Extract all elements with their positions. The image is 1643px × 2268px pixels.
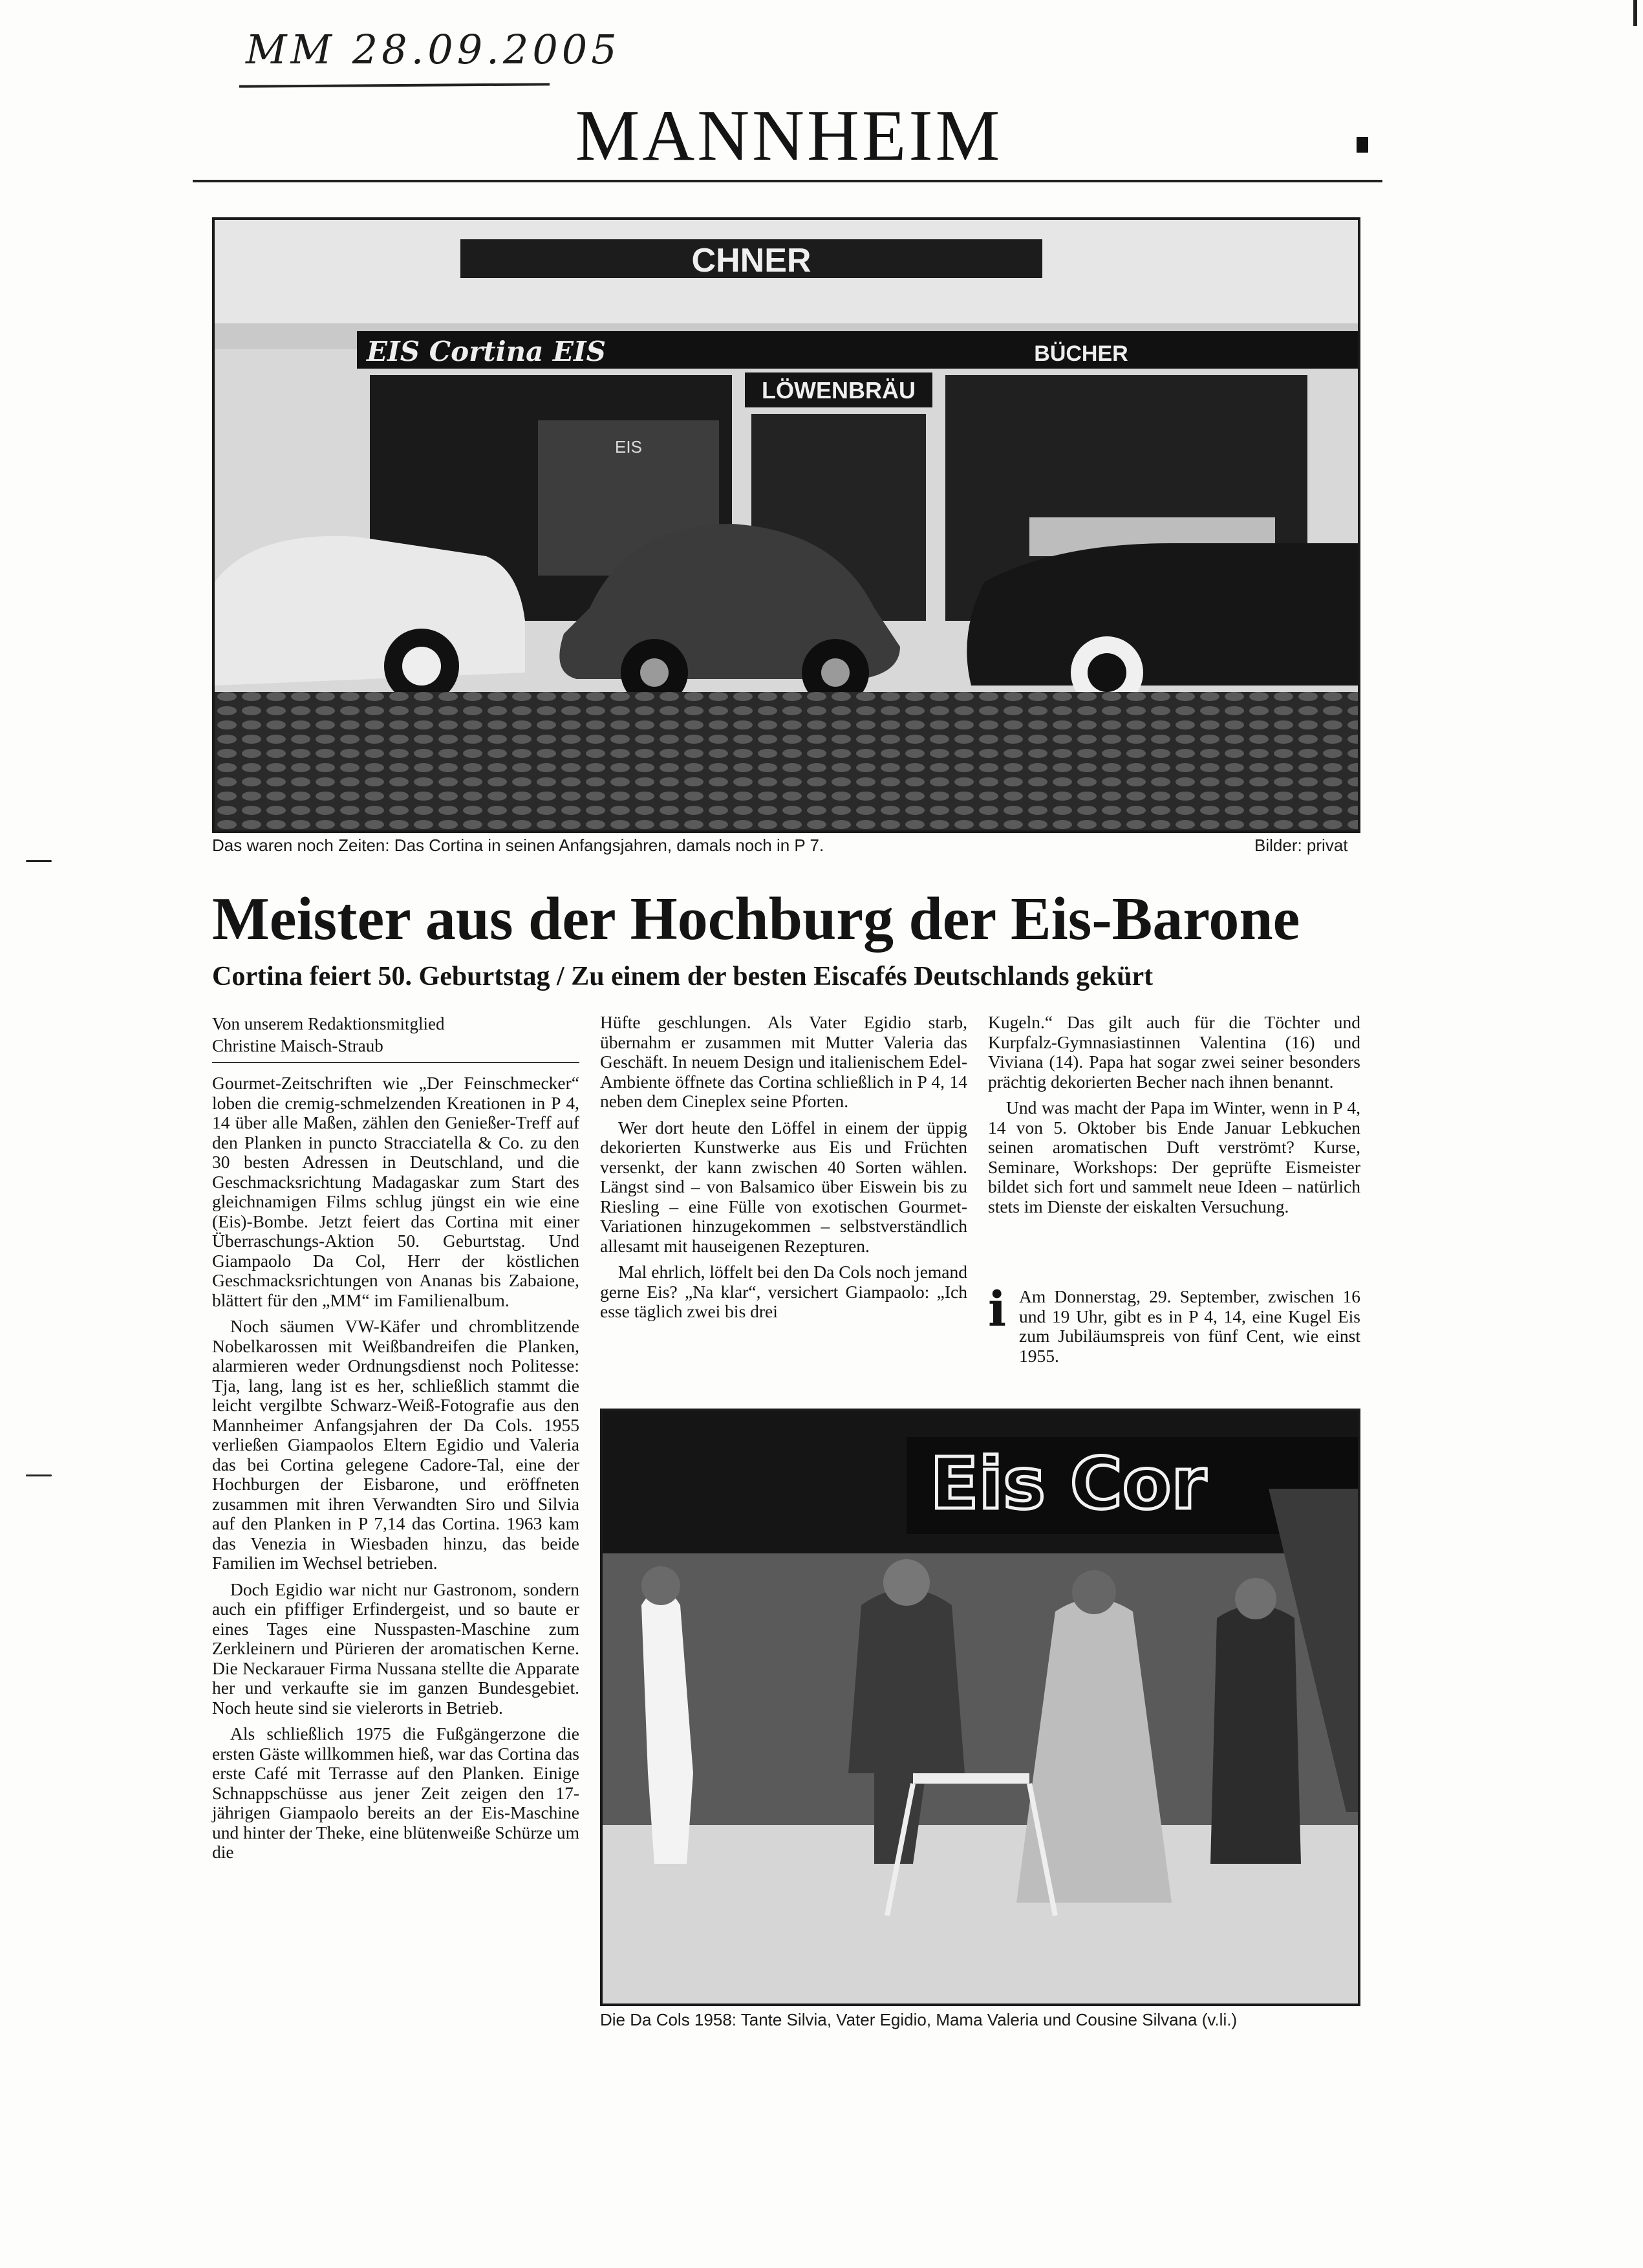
- info-text: Am Donnerstag, 29. September, zwischen 16 und 19 Uhr, gibt es in P 4, 14, eine Kugel Eis zum Jubiläumspreis von fünf Cent, wie einst 1955.: [1019, 1286, 1360, 1366]
- paragraph: Mal ehrlich, löffelt bei den Da Cols noch jemand gerne Eis? „Na klar“, versichert Giampaolo: „Ich esse täglich zwei bis drei: [600, 1262, 967, 1321]
- section-rule: [193, 180, 1382, 182]
- article-column-1: [212, 1074, 579, 1869]
- byline: Von unserem Redaktionsmitglied Christine Maisch-Straub: [212, 1014, 445, 1055]
- paragraph: Noch säumen VW-Käfer und chromblitzende Nobelkarossen mit Weißbandreifen die Planken, alarmieren weder Ordnungsdienst noch Politesse: Tja, lang, lang ist es her, schließlich stammt die leicht vergilbte Schwarz-Weiß-Fotografie aus den Mannheimer Anfangsjahren der Da Cols. 1955 verließen Giampaolos Eltern Egidio und Valeria das bei Cortina gelegene Cadore-Tal, eine der Hochburgen der Eisbarone, und eröffneten zusammen mit ihren Verwandten Siro und Silvia auf den Planken in P 7,14 das Cortina. 1963 kam das Venezia in Wiesbaden hinzu, das beide Familien im Wechsel betrieben.: [212, 1316, 579, 1573]
- article-column-3: [988, 1013, 1360, 1223]
- paragraph: Hüfte geschlungen. Als Vater Egidio starb, übernahm er zusammen mit Mutter Valeria das Geschäft. In neuem Design und italienischem Edel-Ambiente öffnete das Cortina schließlich in P 4, 14 neben dem Cineplex seine Pforten.: [600, 1012, 967, 1111]
- top-photo: [212, 217, 1360, 833]
- paragraph: Wer dort heute den Löffel in einem der üppig dekorierten Kunstwerke aus Eis und Früchten versenkt, der kann zwischen 40 Sorten wählen. Längst sind – von Balsamico über Eiswein bis zu Riesling – eine Fülle von exotischen Gourmet-Variationen hinzugekommen – selbstverständlich allesamt mit hauseigenen Rezepturen.: [600, 1117, 967, 1256]
- loewenbraeu-sign: LÖWENBRÄU: [762, 377, 916, 404]
- scan-edge-mark: [1633, 0, 1637, 26]
- buecher-sign: BÜCHER: [1034, 341, 1128, 366]
- info-icon: i: [988, 1282, 1007, 1337]
- scan-hole-mark: [26, 860, 52, 862]
- top-photo-caption: Das waren noch Zeiten: Das Cortina in seinen Anfangsjahren, damals noch in P 7.: [212, 836, 824, 855]
- section-marker: [1357, 137, 1368, 153]
- window-eis-sign: EIS: [615, 437, 642, 457]
- byline-rule: [212, 1062, 579, 1063]
- eis-cortina-sign: EIS Cortina EIS: [367, 336, 606, 367]
- top-photo-illustration: [215, 220, 1358, 830]
- paragraph: Gourmet-Zeitschriften wie „Der Feinschmecker“ loben die cremig-schmelzenden Kreationen in P 4, 14 über alle Maßen, zählen den Genießer-Treff auf den Planken in puncto Stracciatella & Co. zu den 30 besten Adressen in Deutschland, und die Geschmacksrichtung Madagaskar zum Start des gleichnamigen Films schlug jüngst ein wie eine (Eis)-Bombe. Jetzt feiert das Cortina mit einer Überraschungs-Aktion 50. Geburtstag. Und Giampaolo Da Col, Herr der köstlichen Geschmacksrichtungen von Ananas bis Zabaione, blättert für den „MM“ im Familienalbum.: [212, 1073, 579, 1310]
- bottom-photo-caption: Die Da Cols 1958: Tante Silvia, Vater Egidio, Mama Valeria und Cousine Silvana (v.li.): [600, 2010, 1238, 2029]
- bottom-photo: [600, 1409, 1360, 2006]
- article-headline: Meister aus der Hochburg der Eis-Barone: [212, 885, 1300, 953]
- paragraph: Und was macht der Papa im Winter, wenn in P 4, 14 von 5. Oktober bis Ende Januar Lebkuchen seinen aromatischen Duft verströmt? Kurse, Seminare, Workshops: Der geprüfte Eismeister bildet sich fort und sammelt neue Ideen – natürlich stets im Dienste der eiskalten Versuchung.: [988, 1097, 1360, 1216]
- photo-credit: Bilder: privat: [1254, 836, 1348, 855]
- paragraph: Doch Egidio war nicht nur Gastronom, sondern auch ein pfiffiger Erfindergeist, und so baute er eines Tages eine Nusspasten-Maschine zum Zerkleinern und Pürieren der aromatischen Kerne. Die Neckarauer Firma Nussana stellte die Apparate her und verkaufte sie im ganzen Bundesgebiet. Noch heute sind sie vielerorts in Betrieb.: [212, 1579, 579, 1718]
- paragraph: Kugeln.“ Das gilt auch für die Töchter und Kurpfalz-Gymnasiastinnen Valentina (16) und Viviana (14). Papa hat sogar zwei seiner besonders prächtig dekorierten Becher nach ihnen benannt.: [988, 1012, 1360, 1092]
- storefront-top-sign: CHNER: [691, 242, 811, 279]
- paragraph: Als schließlich 1975 die Fußgängerzone die ersten Gäste willkommen hieß, war das Cortina das erste Café mit Terrasse auf den Planken. Einige Schnappschüsse aus jener Zeit zeigen den 17-jährigen Giampaolo bereits an der Eis-Maschine und hinter der Theke, eine blütenweiße Schürze um die: [212, 1723, 579, 1862]
- section-title: MANNHEIM: [575, 96, 1003, 176]
- handwritten-date-note: MM 28.09.2005: [246, 26, 621, 73]
- article-subheadline: Cortina feiert 50. Geburtstag / Zu einem der besten Eiscafés Deutschlands gekürt: [212, 962, 1154, 991]
- eis-cortina-neon-sign: Eis Cor: [930, 1442, 1207, 1525]
- scan-hole-mark: [26, 1474, 52, 1476]
- article-column-2: [600, 1013, 967, 1328]
- bottom-photo-illustration: [603, 1411, 1358, 2003]
